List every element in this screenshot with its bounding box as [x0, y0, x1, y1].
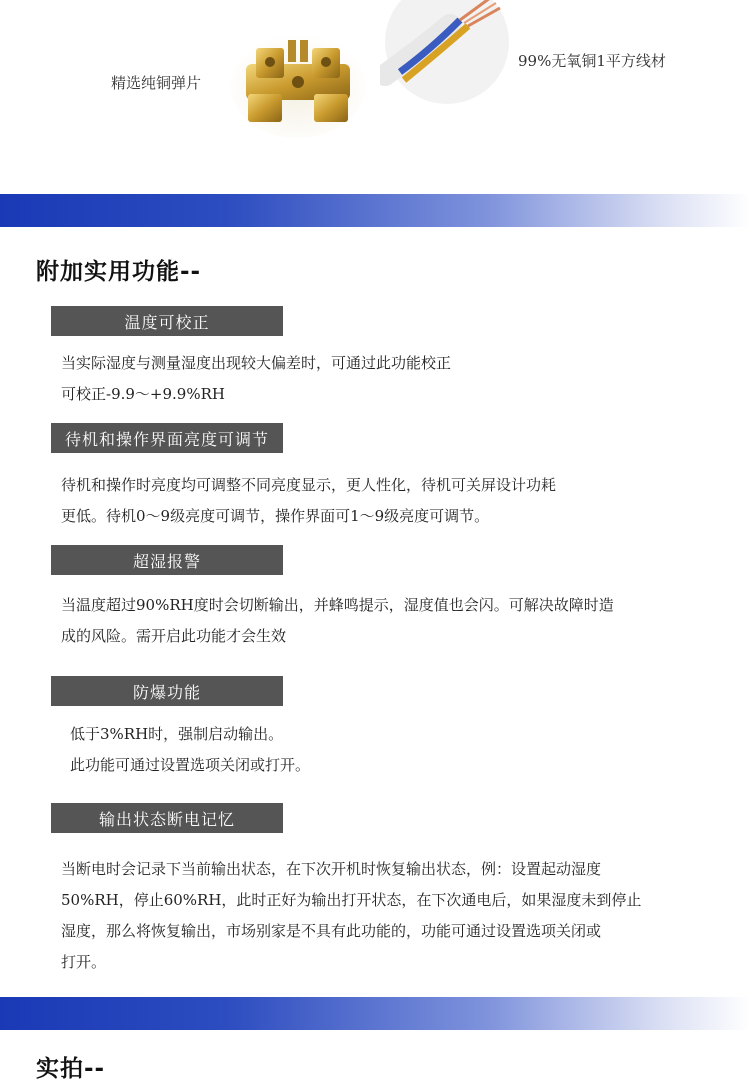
blue-divider-band: [0, 997, 750, 1030]
brass-contacts-label: 精选纯铜弹片: [111, 74, 202, 92]
feature-title-over-humidity-alarm: 超湿报警: [51, 545, 283, 575]
feature-desc-humidity-calibration: [61, 348, 721, 410]
feature-desc-line: 可校正-9.9～+9.9%RH: [61, 385, 225, 403]
feature-title-explosion-proof: 防爆功能: [51, 676, 283, 706]
feature-desc-line: 更低。待机0～9级亮度可调节，操作界面可1～9级亮度可调节。: [61, 507, 490, 525]
feature-desc-line: 湿度，那么将恢复输出，市场别家是不具有此功能的，功能可通过设置选项关闭或: [61, 922, 602, 940]
brass-contacts-image: [228, 22, 368, 140]
copper-wire-label: 99%无氧铜1平方线材: [518, 52, 666, 70]
feature-desc-line: 成的风险。需开启此功能才会生效: [61, 627, 287, 645]
section-title: 附加实用功能--: [36, 259, 202, 285]
feature-desc-line: 当温度超过90%RH度时会切断输出，并蜂鸣提示，湿度值也会闪。可解决故障时造: [61, 596, 614, 614]
feature-desc-line: 打开。: [61, 953, 107, 971]
feature-desc-explosion-proof: [70, 719, 730, 781]
product-images-area: [0, 0, 750, 195]
feature-title-brightness: 待机和操作界面亮度可调节: [51, 423, 283, 453]
feature-title-power-off-memory: 输出状态断电记忆: [51, 803, 283, 833]
copper-cable-image: [380, 0, 515, 105]
feature-desc-line: 待机和操作时亮度均可调整不同亮度显示，更人性化，待机可关屏设计功耗: [61, 476, 557, 494]
feature-desc-brightness: [61, 470, 721, 532]
feature-desc-line: 此功能可通过设置选项关闭或打开。: [70, 756, 311, 774]
feature-desc-over-humidity-alarm: [61, 590, 721, 652]
next-section-title: 实拍--: [36, 1056, 106, 1082]
feature-desc-power-off-memory: [61, 854, 721, 978]
feature-desc-line: 50%RH，停止60%RH，此时正好为输出打开状态，在下次通电后，如果湿度未到停止: [61, 891, 642, 909]
feature-desc-line: 低于3%RH时，强制启动输出。: [70, 725, 284, 743]
feature-title-humidity-calibration: 温度可校正: [51, 306, 283, 336]
feature-desc-line: 当实际湿度与测量湿度出现较大偏差时，可通过此功能校正: [61, 354, 452, 372]
blue-divider-band: [0, 194, 750, 227]
feature-desc-line: 当断电时会记录下当前输出状态，在下次开机时恢复输出状态，例：设置起动湿度: [61, 860, 602, 878]
